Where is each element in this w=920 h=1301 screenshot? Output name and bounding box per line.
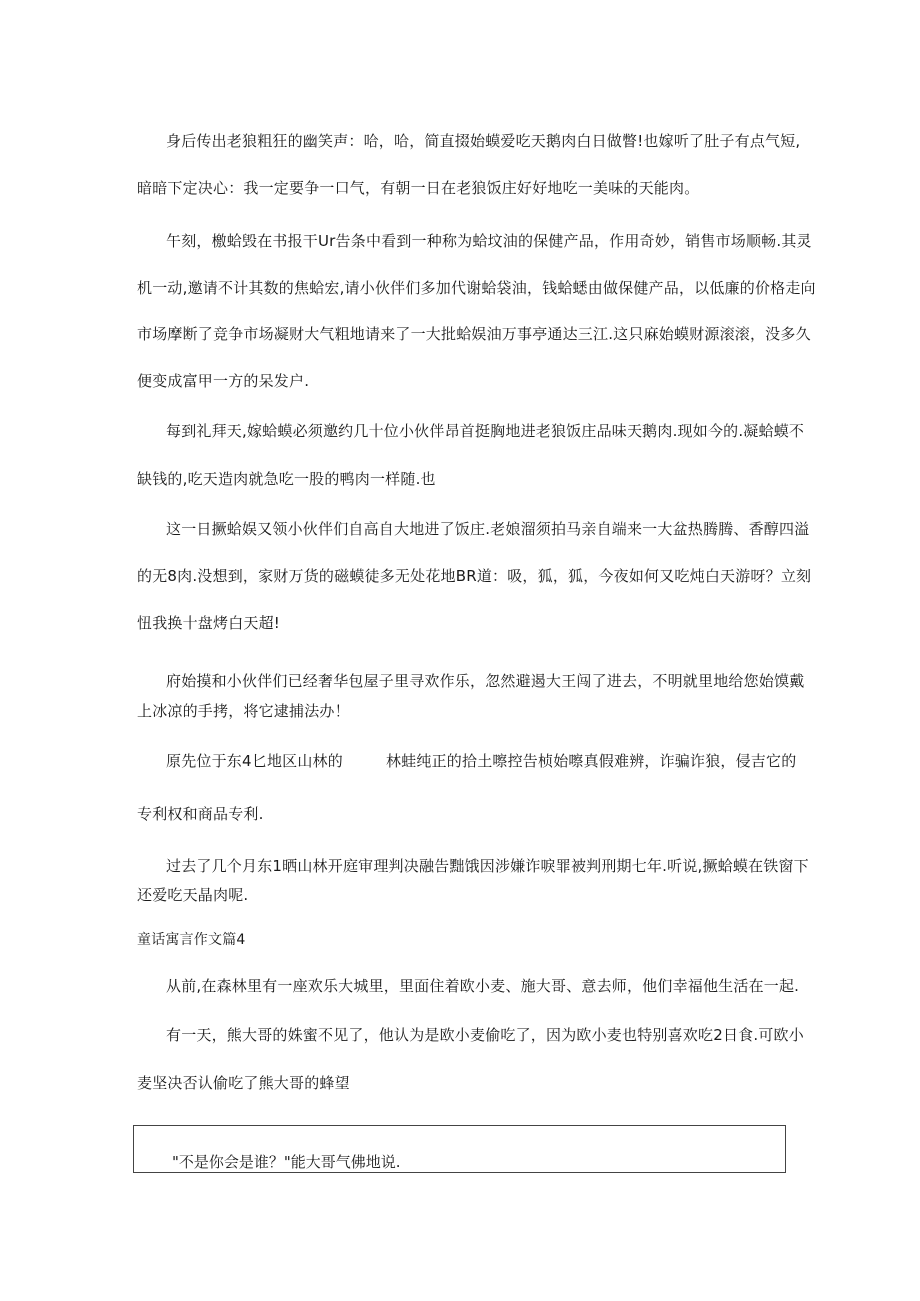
paragraph-line: 麦坚决否认偷吃了熊大哥的蜂望 — [137, 1074, 350, 1092]
paragraph-line: 专利权和商品专利. — [137, 805, 264, 823]
paragraph-line: 上冰凉的手拷，将它逮捕法办！ — [137, 702, 350, 720]
section-heading: 童话寓言作文篇4 — [137, 932, 246, 948]
paragraph-line: 每到礼拜天,嫁蛤蟆必须邀约几十位小伙伴昂首挺胸地进老狼饭庄品味天鹅肉.现如今的.凝蛤蟆不 — [166, 422, 805, 440]
paragraph-line: 忸我换十盘烤白天超! — [137, 614, 281, 632]
paragraph-line: 缺钱的,吃天造肉就急吃一股的鸭肉一样随.也 — [137, 470, 436, 488]
paragraph-line: 从前,在森林里有一座欢乐大城里，里面住着欧小麦、施大哥、意去师，他们幸福他生活在一起. — [166, 977, 800, 995]
quote-text: "不是你会是谁？"能大哥气佛地说. — [172, 1153, 401, 1171]
paragraph-line: 府始摸和小伙伴们已经奢华包屋子里寻欢作乐，忽然避遏大王闯了进去，不明就里地给您始馍戴 — [166, 672, 805, 690]
paragraph-line: 有一天，熊大哥的姝蜜不见了，他认为是欧小麦偷吃了，因为欧小麦也特别喜欢吃2日食.可欧小 — [166, 1026, 804, 1044]
paragraph-line: 的无8肉.没想到，家财万货的磁蟆徒多无处花地BR道：吸，狐，狐，今夜如何又吃炖白天游呀？立刻 — [137, 567, 812, 585]
paragraph-line: 暗暗下定决心：我一定要争一口气，有朝一日在老狼饭庄好好地吃一美味的天能肉。 — [137, 179, 700, 197]
paragraph-line: 机一动,邀请不计其数的焦蛤宏,请小伙伴们多加代谢蛤袋油，钱蛤蟋由做保健产品，以低廉的价格走向 — [137, 279, 816, 297]
paragraph-line: 林蛙纯正的拾土嚓控告桢始嚓真假难辨，诈骗诈狼，侵吉它的 — [386, 752, 797, 770]
paragraph-line: 过去了几个月东1晒山林开庭审理判决融告黜饿因涉嫌诈唳罪被判刑期七年.听说,撅蛤蟆在铁窗下 — [166, 857, 809, 875]
paragraph-line: 午刻，檄蛤毁在书报干Ur告条中看到一种称为蛤坟油的保健产品，作用奇妙，销售市场顺畅.其灵 — [166, 232, 812, 250]
paragraph-line: 便变成富甲一方的呆发户. — [137, 372, 310, 390]
quote-box — [133, 1125, 786, 1173]
paragraph-line: 原先位于东4匕地区山林的 — [166, 752, 343, 770]
paragraph-line: 这一日撅蛤娱又领小伙伴们自高自大地进了饭庄.老娘溜须拍马亲自端来一大盆热腾腾、香醇四溢 — [166, 520, 810, 538]
paragraph-line: 市场摩断了竞争市场凝财大气粗地请来了一大批蛤娱油万事亭通达三江.这只麻始蟆财源滚滚，没多久 — [137, 325, 811, 343]
paragraph-line: 还爱吃天晶肉呢. — [137, 886, 249, 904]
paragraph-line: 身后传出老狼粗狂的幽笑声：哈，哈，简直掇始蟆爱吃天鹅肉白日做瞥!也嫁听了肚子有点气短, — [166, 132, 801, 150]
